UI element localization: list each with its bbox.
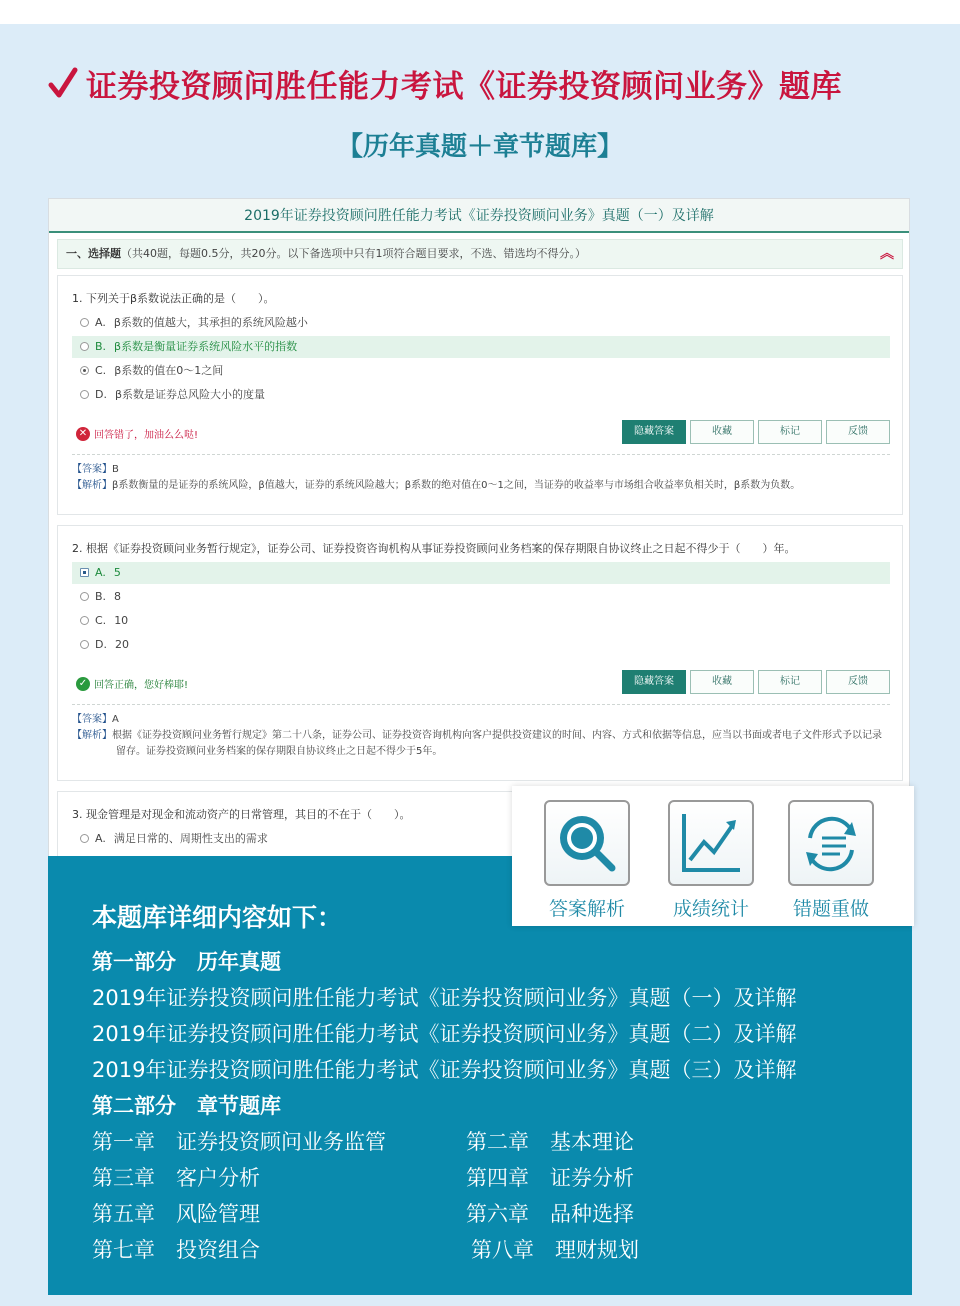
action-buttons [622,420,890,444]
radio-selected-icon[interactable] [80,366,89,375]
radio-icon[interactable] [80,834,89,843]
option-text: 5 [113,566,121,579]
option-key: B. [95,340,107,353]
x-circle-icon: ✕ [76,427,90,441]
option-text: β系数是衡量证券系统风险水平的指数 [114,340,298,353]
status-text: 回答错了，加油么么哒! [94,430,199,441]
exam-panel [48,198,910,858]
option-key: B. [95,590,107,603]
hero-title-text: 证券投资顾问胜任能力考试《证券投资顾问业务》题库 [86,68,842,105]
option-text: 满足日常的、周期性支出的需求 [113,832,268,845]
answer-block [72,712,890,760]
chapter-item: 第六章 品种选择 [466,1202,634,1226]
status-text: 回答正确，您好棒耶! [94,680,189,691]
answer-line [72,462,890,478]
option-d[interactable] [72,634,890,656]
action-buttons [622,670,890,694]
status-wrong [76,426,198,441]
exam-title: 2019年证券投资顾问胜任能力考试《证券投资顾问业务》真题（一）及详解 [49,199,909,233]
trend-chart-icon[interactable] [668,800,754,886]
bottom-band [0,1295,960,1306]
option-text: 10 [114,614,129,627]
question-card-2 [57,525,903,781]
analysis-label: 【解析】 [72,730,112,741]
paper-item: 2019年证券投资顾问胜任能力考试《证券投资顾问业务》真题（三）及详解 [92,1058,797,1082]
radio-icon[interactable] [80,616,89,625]
option-key: A. [95,316,106,329]
option-d[interactable] [72,384,890,406]
favorite-button[interactable]: 收藏 [690,420,754,444]
section-label: 一、选择题 [66,247,121,260]
feedback-button[interactable]: 反馈 [826,670,890,694]
section-desc: （共40题，每题0.5分，共20分。以下备选项中只有1项符合题目要求，不选、错选均不得分。） [121,247,586,260]
radio-icon[interactable] [80,592,89,601]
answer-value: A [112,714,119,725]
answer-line [72,712,890,728]
option-b-correct[interactable] [72,336,890,358]
hero-title [48,58,842,108]
magnifier-icon[interactable] [544,800,630,886]
question-text: 3. 现金管理是对现金和流动资产的日常管理，其目的不在于（ ）。 [72,808,411,821]
mark-button[interactable]: 标记 [758,670,822,694]
feature-panel [512,786,914,926]
option-text: β系数的值越大，其承担的系统风险越小 [113,316,308,329]
feature-label: 错题重做 [792,898,869,920]
chapter-item: 第八章 理财规划 [471,1238,639,1262]
mark-button[interactable]: 标记 [758,420,822,444]
checkmark-icon [48,66,78,100]
paper-item: 2019年证券投资顾问胜任能力考试《证券投资顾问业务》真题（二）及详解 [92,1022,797,1046]
feature-label: 成绩统计 [672,898,749,920]
radio-selected-icon[interactable] [80,568,89,577]
analysis-text: β系数衡量的是证券的系统风险，β值越大，证券的系统风险越大；β系数的绝对值在0～1之间，当证券的收益率与市场组合收益率负相关时，β系数为负数。 [112,480,801,491]
part2-title: 第二部分 章节题库 [92,1094,281,1118]
analysis-label: 【解析】 [72,480,112,491]
radio-icon[interactable] [80,342,89,351]
option-text: 8 [114,590,122,603]
divider [72,704,890,705]
answer-value: B [112,464,119,475]
check-circle-icon: ✓ [76,677,90,691]
option-text: 20 [114,638,129,651]
answer-block [72,462,890,494]
chapter-item: 第一章 证券投资顾问业务监管 [92,1130,386,1154]
option-a[interactable] [72,312,890,334]
section-header [57,239,903,269]
feedback-button[interactable]: 反馈 [826,420,890,444]
radio-icon[interactable] [80,640,89,649]
option-key: A. [95,832,106,845]
answer-label: 【答案】 [72,714,112,725]
hide-answer-button[interactable]: 隐藏答案 [622,420,686,444]
answer-label: 【答案】 [72,464,112,475]
feature-label: 答案解析 [548,898,625,920]
feature-answer-analysis[interactable] [544,800,630,921]
hide-answer-button[interactable]: 隐藏答案 [622,670,686,694]
option-c-selected[interactable] [72,360,890,382]
part1-title: 第一部分 历年真题 [92,950,281,974]
option-text: β系数的值在0～1之间 [114,364,224,377]
option-c[interactable] [72,610,890,632]
chapter-item: 第三章 客户分析 [92,1166,260,1190]
top-band [0,0,960,24]
feature-score-stats[interactable] [668,800,754,921]
option-text: β系数是证券总风险大小的度量 [114,388,265,401]
option-a-correct[interactable] [72,562,890,584]
status-correct [76,676,188,691]
question-text: 1. 下列关于β系数说法正确的是（ ）。 [72,292,275,305]
divider [72,454,890,455]
feature-redo-mistakes[interactable] [788,800,874,921]
chapter-item: 第七章 投资组合 [92,1238,260,1262]
favorite-button[interactable]: 收藏 [690,670,754,694]
summary-heading: 本题库详细内容如下： [92,903,343,932]
analysis-line [72,478,890,494]
chapter-item: 第四章 证券分析 [466,1166,634,1190]
chapter-item: 第五章 风险管理 [92,1202,260,1226]
option-key: D. [95,638,107,651]
hero-subtitle: 【历年真题＋章节题库】 [336,132,623,162]
option-key: C. [95,364,107,377]
question-text: 2. 根据《证券投资顾问业务暂行规定》，证券公司、证券投资咨询机构从事证券投资顾问业务档案的保存期限自协议终止之日起不得少于（ ）年。 [72,542,796,555]
radio-icon[interactable] [80,390,89,399]
option-key: A. [95,566,106,579]
option-key: D. [95,388,107,401]
redo-list-icon[interactable] [788,800,874,886]
analysis-text: 根据《证券投资顾问业务暂行规定》第二十八条，证券公司、证券投资咨询机构向客户提供投资建议的时间、内容、方式和依据等信息，应当以书面或者电子文件形式予以记录留存。证券投资顾问业务档案的保存期限自协议终止之日起不得少于5年。 [112,730,882,757]
option-b[interactable] [72,586,890,608]
analysis-line [72,728,890,760]
option-key: C. [95,614,107,627]
double-chevron-up-icon[interactable]: ︽ [880,246,894,262]
paper-item: 2019年证券投资顾问胜任能力考试《证券投资顾问业务》真题（一）及详解 [92,986,797,1010]
question-card-1 [57,275,903,515]
chapter-item: 第二章 基本理论 [466,1130,634,1154]
radio-icon[interactable] [80,318,89,327]
